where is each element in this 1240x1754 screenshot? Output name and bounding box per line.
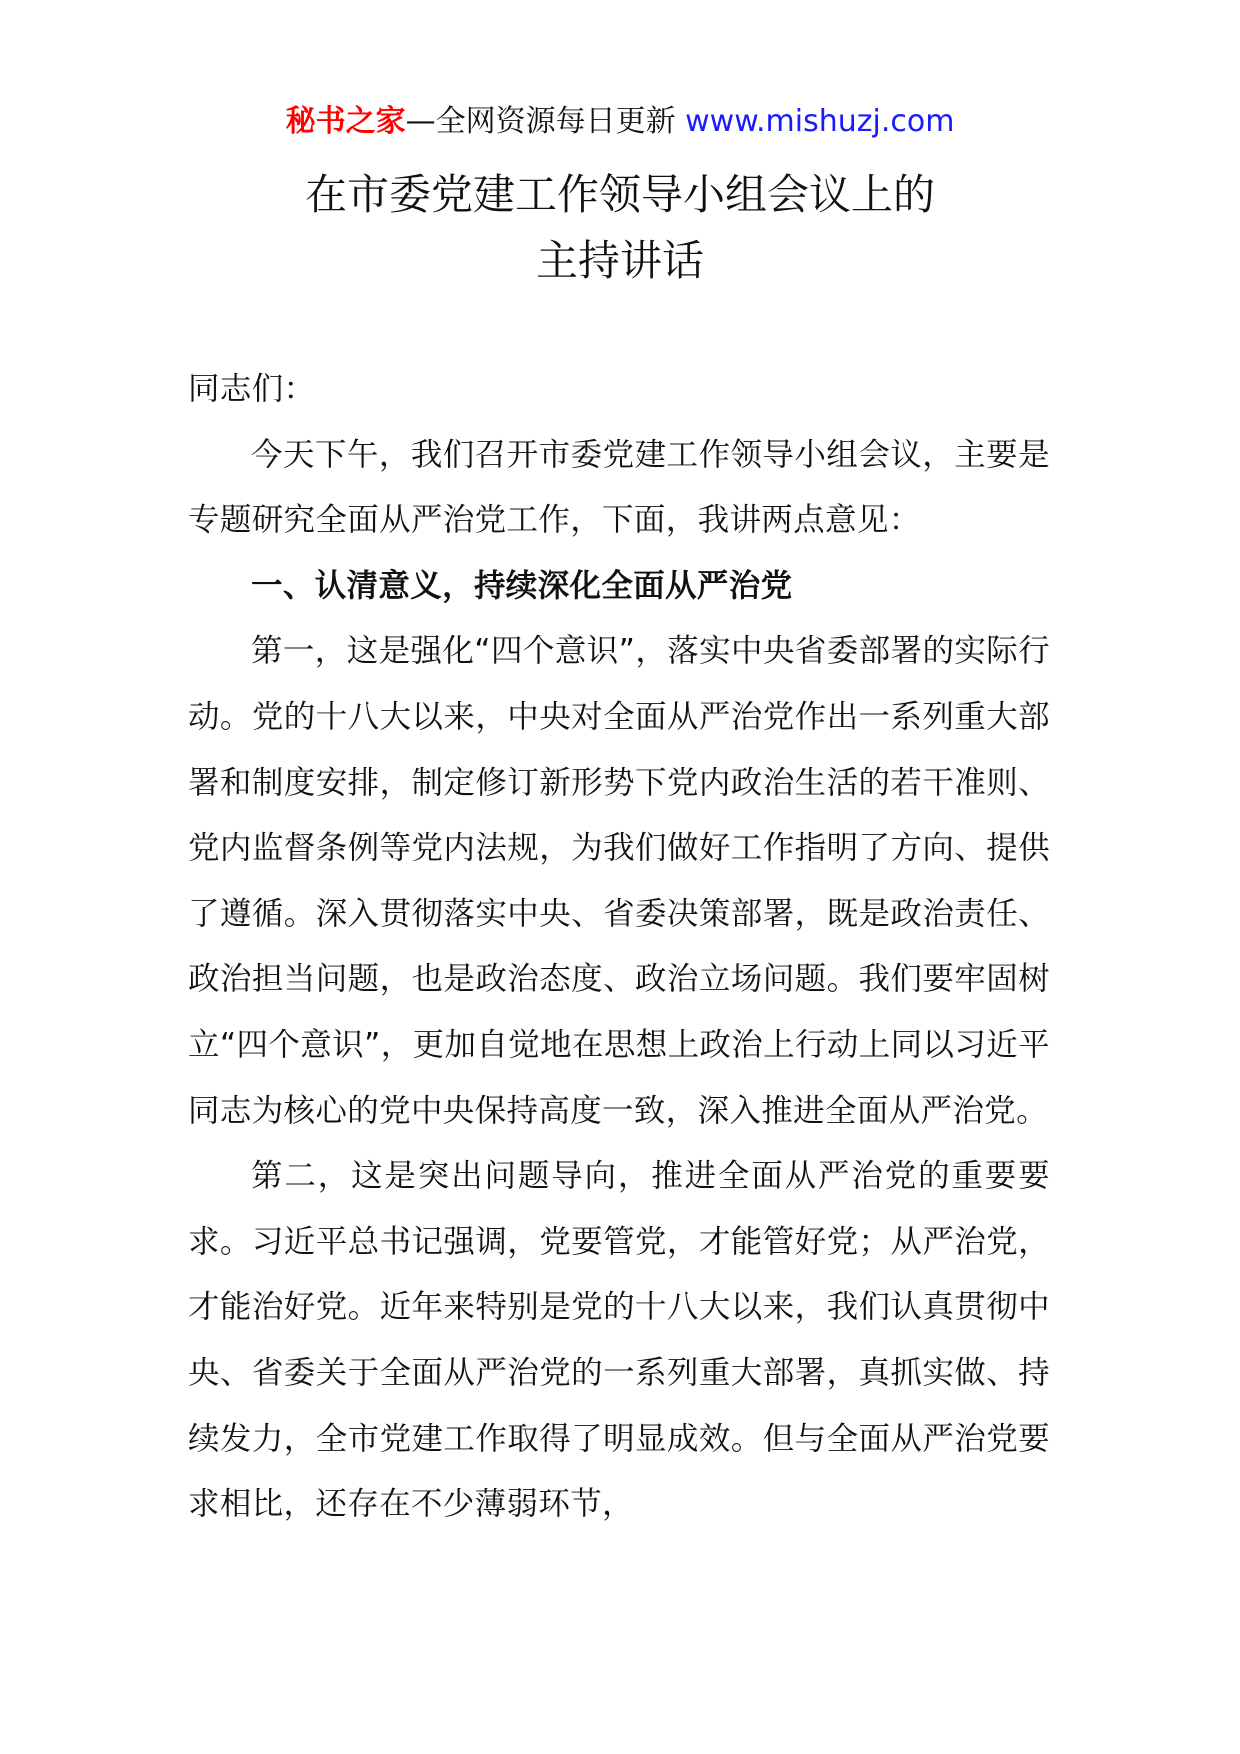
document-title	[0, 162, 1240, 294]
header-tagline: —全网资源每日更新	[405, 104, 676, 139]
document-body	[188, 357, 1050, 1538]
brand-name: 秘书之家	[285, 104, 406, 139]
salutation: 同志们：	[188, 371, 316, 407]
site-url-link[interactable]: www.mishuzj.com	[685, 104, 955, 139]
title-line-1: 在市委党建工作领导小组会议上的	[304, 170, 935, 219]
section-heading-1: 一、认清意义，持续深化全面从严治党	[251, 567, 793, 604]
paragraph-2: 第二，这是突出问题导向，推进全面从严治党的重要要求。习近平总书记强调，党要管党，才能管好党；从严治党，才能治好党。近年来特别是党的十八大以来，我们认真贯彻中央、省委关于全面从严治党的一系列重大部署，真抓实做、持续发力，全市党建工作取得了明显成效。但与全面从严治党要求相比，还存在不少薄弱环节，	[188, 1158, 1050, 1523]
title-line-2: 主持讲话	[535, 236, 704, 285]
intro-paragraph: 今天下午，我们召开市委党建工作领导小组会议，主要是专题研究全面从严治党工作，下面，我讲两点意见：	[188, 436, 1050, 539]
paragraph-1: 第一，这是强化“四个意识”，落实中央省委部署的实际行动。党的十八大以来，中央对全面从严治党作出一系列重大部署和制度安排，制定修订新形势下党内政治生活的若干准则、党内监督条例等党内法规，为我们做好工作指明了方向、提供了遵循。深入贯彻落实中央、省委决策部署，既是政治责任、政治担当问题，也是政治态度、政治立场问题。我们要牢固树立“四个意识”，更加自觉地在思想上政治上行动上同以习近平同志为核心的党中央保持高度一致，深入推进全面从严治党。	[188, 633, 1050, 1129]
watermark-header	[0, 100, 1240, 144]
